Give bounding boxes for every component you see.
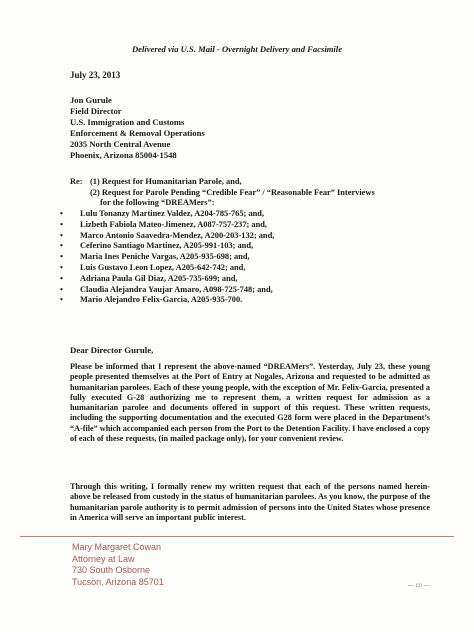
recipient-title: Field Director (70, 106, 122, 116)
dreamer-name: Mario Alejandro Felix-Garcia, A205-935-700. (80, 295, 243, 305)
dreamer-name: Claudia Alejandra Yaujar Amaro, A098-725-748; and, (80, 284, 273, 294)
dreamer-name: Ceferino Santiago Martinez, A205-991-103; and, (80, 241, 254, 251)
dreamer-name: Luis Gustavo Leon Lopez, A205-642-742; and, (80, 262, 246, 272)
delivery-method-line: Delivered via U.S. Mail - Overnight Delivery and Facsimile (131, 44, 343, 54)
list-item (60, 252, 274, 263)
list-item (60, 274, 274, 285)
dreamer-name: Adriana Paula Gil Diaz, A205-735-699; and, (80, 273, 238, 283)
list-item (60, 209, 274, 220)
list-item (60, 263, 274, 274)
dreamer-name: Lizbeth Fabiola Mateo-Jimenez, A087-757-237; and, (80, 219, 268, 229)
bullet-icon: • (60, 209, 63, 218)
list-item (60, 231, 274, 242)
footer-divider (20, 536, 454, 537)
bullet-icon: • (60, 262, 63, 272)
attorney-name: Mary Margaret Cowan (72, 542, 162, 552)
list-item (60, 220, 274, 231)
attorney-city: Tucson, Arizona 85701 (72, 576, 164, 587)
footer-letterhead (72, 542, 164, 588)
subject-label: Re: (70, 177, 83, 186)
recipient-agency: U.S. Immigration and Customs (70, 117, 185, 127)
bullet-icon: • (60, 295, 63, 305)
list-item (60, 295, 274, 306)
bullet-icon: • (60, 252, 63, 262)
subject-item-2: (2) Request for Parole Pending “Credible Fear” / “Reasonable Fear” Interviews (90, 187, 375, 197)
list-item (60, 285, 274, 296)
bullet-icon: • (60, 284, 63, 294)
subject-item-2-continued: for the following “DREAMers”: (100, 198, 215, 208)
recipient-address (70, 95, 205, 161)
bullet-icon: • (60, 273, 63, 283)
subject-block (70, 177, 430, 209)
recipient-division: Enforcement & Removal Operations (70, 128, 205, 138)
recipient-name: Jon Gurule (70, 95, 112, 105)
letter-date: July 23, 2013 (70, 70, 121, 80)
page-marker: — co — (408, 583, 430, 589)
recipient-street: 2035 North Central Avenue (70, 139, 171, 149)
salutation: Dear Director Gurule, (70, 345, 154, 355)
subject-item-1: (1) Request for Humanitarian Parole, and, (90, 177, 242, 186)
bullet-icon: • (60, 219, 63, 229)
list-item (60, 241, 274, 252)
dreamer-names-list (60, 209, 274, 306)
dreamer-name: Maria Ines Peniche Vargas, A205-935-698; and, (80, 252, 250, 262)
body-paragraph-2: Through this writing, I formally renew my written request that each of the persons named herein-above be released from custody in the status of humanitarian parolees. As you know, the purpose of the humanitarian parole authority is to permit admission of persons into the United States whose presence in America will serve an important public interest. (70, 482, 430, 522)
bullet-icon: • (60, 230, 63, 240)
attorney-title: Attorney at Law (72, 553, 135, 564)
bullet-icon: • (60, 241, 63, 251)
body-paragraph-1: Please be informed that I represent the above-named “DREAMers”. Yesterday, July 23, these young people presented themselves at the Port of Entry at Nogales, Arizona and requested to be admitted as humanitarian parolees. Each of these young people, with the exception of Mr. Felix-Garcia, presented a fully executed G-28 authorizing me to represent them, a written request for admission as a humanitarian parolee and documents offered in support of this request. These written requests, including the supporting documentation and the executed G28 form were placed in the Department’s “A-file” which accompanied each person from the Port to the Detention Facility. I have enclosed a copy of each of these requests, (in mailed package only), for your convenient review. (70, 362, 430, 444)
dreamer-name: Lulu Tonanzy Martinez Valdez, A204-785-765; and, (80, 209, 265, 218)
attorney-street: 730 South Osborne (72, 565, 151, 575)
dreamer-name: Marco Antonio Saavedra-Mendez, A200-203-132; and, (80, 230, 275, 240)
recipient-city: Phoenix, Arizona 85004-1548 (70, 150, 177, 160)
